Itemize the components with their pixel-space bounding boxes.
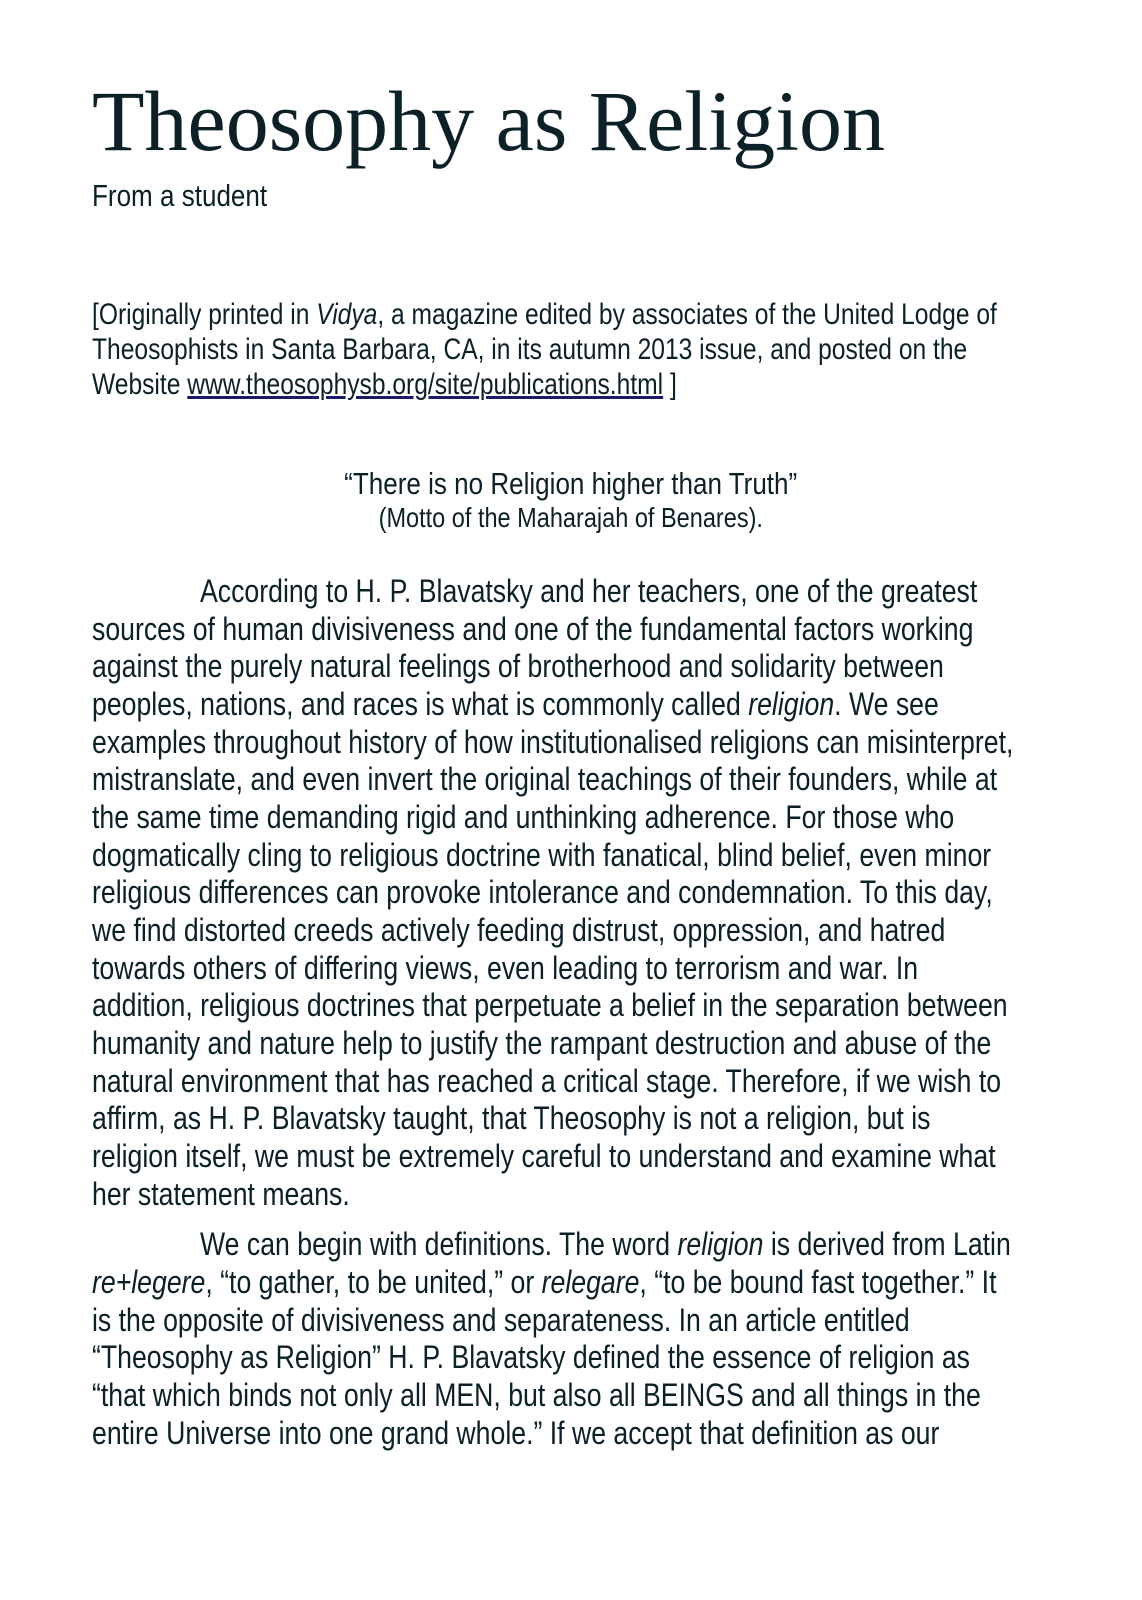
note-text: Website (92, 368, 188, 401)
paragraph-text: , “to gather, to be united,” or (205, 1264, 542, 1300)
paragraph-line: humanity and nature help to justify the rampant destruction and abuse of the (92, 1025, 992, 1061)
subtitle: From a student (92, 178, 268, 213)
paragraph-text: peoples, nations, and races is what is commonly called (92, 686, 749, 722)
paragraph-line: is the opposite of divisiveness and separateness. In an article entitled (92, 1302, 910, 1338)
emphasis-text: religion (677, 1226, 764, 1262)
paragraph-line (200, 1226, 1011, 1263)
paragraph-text: , “to be bound fast together.” It (639, 1264, 997, 1300)
publications-link[interactable]: www.theosophysb.org/site/publications.html (187, 368, 664, 401)
note-text: [Originally printed in (92, 298, 317, 331)
note-line (92, 298, 997, 332)
paragraph-line: towards others of differing views, even leading to terrorism and war. In (92, 950, 919, 986)
motto-quote (0, 466, 1142, 502)
note-text: ] (663, 368, 677, 401)
paragraph-line (92, 1264, 996, 1301)
emphasis-text: re+legere (92, 1264, 206, 1300)
paragraph-line (92, 686, 939, 723)
paragraph-text: We can begin with definitions. The word (200, 1226, 678, 1262)
motto-attribution-text: (Motto of the Maharajah of Benares). (378, 502, 764, 533)
note-line: Theosophists in Santa Barbara, CA, in its autumn 2013 issue, and posted on the (92, 333, 968, 366)
paragraph-text: . We see (834, 686, 939, 722)
paragraph-line: natural environment that has reached a critical stage. Therefore, if we wish to (92, 1063, 1002, 1099)
paragraph-line: examples throughout history of how institutionalised religions can misinterpret, (92, 724, 1014, 760)
note-text: , a magazine edited by associates of the United Lodge of (377, 298, 997, 331)
paragraph-text: is derived from Latin (763, 1226, 1011, 1262)
emphasis-text: relegare (541, 1264, 640, 1300)
paragraph-line: affirm, as H. P. Blavatsky taught, that Theosophy is not a religion, but is (92, 1100, 931, 1136)
paragraph-line: against the purely natural feelings of brotherhood and solidarity between (92, 648, 944, 684)
paragraph-line: addition, religious doctrines that perpetuate a belief in the separation between (92, 987, 1008, 1023)
note-line (92, 368, 677, 402)
paragraph-line: According to H. P. Blavatsky and her teachers, one of the greatest (200, 573, 978, 609)
paragraph-line: religion itself, we must be extremely careful to understand and examine what (92, 1138, 996, 1174)
magazine-name: Vidya (316, 298, 378, 331)
paragraph-line: we find distorted creeds actively feeding distrust, oppression, and hatred (92, 912, 946, 948)
emphasis-text: religion (748, 686, 835, 722)
paragraph-line: dogmatically cling to religious doctrine with fanatical, blind belief, even minor (92, 837, 992, 873)
paragraph-line: the same time demanding rigid and unthinking adherence. For those who (92, 799, 955, 835)
paragraph-line: mistranslate, and even invert the original teachings of their founders, while at (92, 761, 998, 797)
paragraph-line: entire Universe into one grand whole.” If we accept that definition as our (92, 1415, 940, 1451)
motto-attribution (0, 502, 1142, 534)
paragraph-line: her statement means. (92, 1176, 350, 1212)
paragraph-line: religious differences can provoke intolerance and condemnation. To this day, (92, 874, 993, 910)
paragraph-line: sources of human divisiveness and one of the fundamental factors working (92, 611, 974, 647)
paragraph-line: “Theosophy as Religion” H. P. Blavatsky defined the essence of religion as (92, 1339, 970, 1375)
paragraph-line: “that which binds not only all MEN, but also all BEINGS and all things in the (92, 1377, 981, 1413)
motto-quote-text: “There is no Religion higher than Truth” (344, 466, 798, 501)
page-title: Theosophy as Religion (92, 73, 886, 169)
